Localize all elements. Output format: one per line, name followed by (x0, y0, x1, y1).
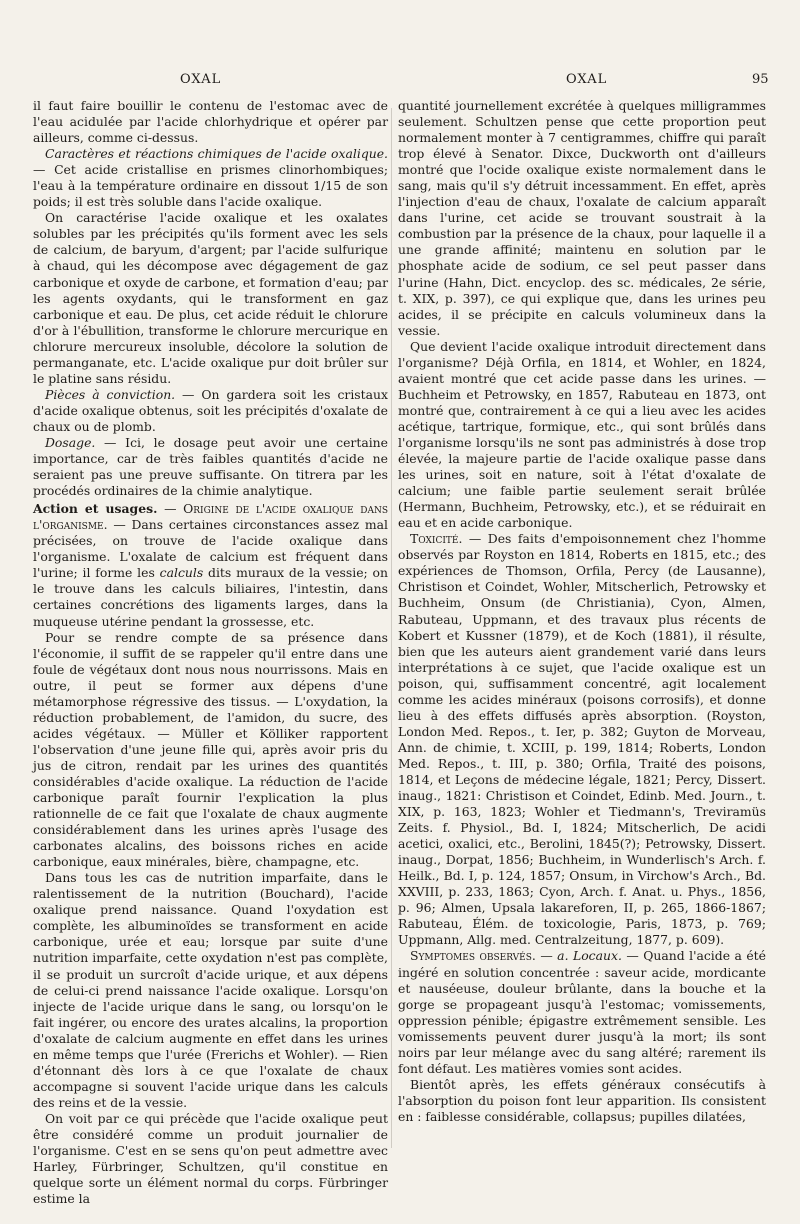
paragraph: On voit par ce qui précède que l'acide oxalique peut être considéré comme un produit journalier de l'organisme. C'est en se sens qu'on peut admettre avec Harley, Fürbringer, Schultzen, qu'il constitue en quelque sorte un élément normal du corps. Fürbringer estime la (33, 1110, 388, 1207)
paragraph-text: — Dans certaines circonstances assez mal précisées, on trouve de l'acide oxalique dans l'organisme. L'oxalate de calcium est fréquent dans l'urine; il forme les (33, 517, 388, 581)
section-heading: Dosage. (45, 434, 96, 450)
paragraph: il faut faire bouillir le contenu de l'estomac avec de l'eau acidulée par l'acide chlorhydrique et opérer par ailleurs, comme ci-dessus. (33, 98, 388, 146)
left-column (33, 98, 388, 1207)
paragraph (398, 531, 766, 948)
section-heading: Caractères et réactions chimiques de l'acide oxalique. (45, 146, 388, 162)
emphasis: calculs (159, 565, 204, 581)
references: (Royston, London Med. Repos., t. Ier, p. 382; Guyton de Morveau, Ann. de chimie, t. XCIII, p. 199, 1814; Roberts, London Med. Repos., t. III, p. 380; Orfila, Traité des poisons, 1814, et Leçons de médecine légale, 1821; Percy, Dissert. inaug., 1821: Christison et Coindet, Edinb. Med. Journ., t. XIX, p. 163, 1823; Wohler et Tiedmann's, Treviramüs Zeits. f. Physiol., Bd. I, 1824; Mitscherlich, De acidi acetici, oxalici, etc., Berolini, 1845(?); Petrowsky, Dissert. inaug., Dorpat, 1856; Buchheim, in Wunderlisch's Arch. f. Heilk., Bd. I, p. 124, 1857; Onsum, in Virchow's Arch., Bd. XXVIII, p. 233, 1863; Cyon, Arch. f. Anat. u. Phys., 1856, p. 96; Almen, Upsala lakareforen, II, p. 265, 1866-1867; Rabuteau, Élém. de toxicologie, Paris, 1873, p. 769; Uppmann, Allg. med. Centralzeitung, 1877, p. 609). (398, 707, 766, 948)
paragraph (398, 948, 766, 1076)
column-divider (391, 108, 392, 1148)
paragraph (33, 435, 388, 499)
paragraph (33, 501, 388, 629)
running-head-right: OXAL (566, 72, 608, 87)
paragraph (33, 146, 388, 210)
paragraph: Pour se rendre compte de sa présence dans l'économie, il suffit de se rappeler qu'il entre dans une foule de végétaux dont nous nous nourrissons. Mais en outre, il peut se former aux dépens d'une métamorphose régressive des tissus. — L'oxydation, la réduction probablement, de l'amidon, du sucre, des acides végétaux. — Müller et Kölliker rapportent l'observation d'une jeune fille qui, après avoir pris du jus de citron, rendait par les urines des quantités considérables d'acide oxalique. La réduction de l'acide carbonique paraît fournir l'explication la plus rationnelle de ce fait que l'oxalate de chaux augmente considérablement dans les urines après l'usage des carbonates alcalins, des boissons riches en acide carbonique, eaux minérales, bière, champagne, etc. (33, 629, 388, 870)
paragraph-text: — On gardera soit les cristaux d'acide oxalique obtenus, soit les précipités d'oxalate de chaux ou de plomb. (33, 386, 388, 434)
paragraph-text: — Cet acide cristallise en prismes clinorhombiques; l'eau à la température ordinaire en dissout 1/15 de son poids; il est très soluble dans l'acide oxalique. (33, 162, 388, 210)
right-column (398, 98, 766, 1125)
section-heading: Pièces à conviction. (45, 386, 176, 402)
section-subheading: — a. Locaux. (535, 948, 622, 964)
paragraph-text: — Ici, le dosage peut avoir une certaine importance, car de très faibles quantités d'acide ne seraient pas une preuve suffisante. On titrera par les procédés ordinaires de la chimie analytique. (33, 434, 388, 499)
paragraph: Bientôt après, les effets généraux consécutifs à l'absorption du poison font leur apparition. Ils consistent en : faiblesse considérable, collapsus; pupilles dilatées, (398, 1076, 766, 1124)
paragraph-text: — Quand l'acide a été ingéré en solution concentrée : saveur acide, mordicante et nauséeuse, douleur brûlante, dans la bouche et la gorge se propageant jusqu'à l'estomac; vomissements, oppression pénible; épigastre extrêmement sensible. Les vomissements peuvent durer jusqu'à la mort; ils sont noirs par leur mélange avec du sang altéré; rarement ils font défaut. Les matières vomies sont acides. (398, 948, 766, 1076)
paragraph: Que devient l'acide oxalique introduit directement dans l'organisme? Déjà Orfila, en 1814, et Wohler, en 1824, avaient montré que cet acide passe dans les urines. — Buchheim et Petrowsky, en 1857, Rabuteau en 1873, ont montré que, contrairement à ce qui a lieu avec les acides acétique, tartrique, formique, etc., qui sont brûlés dans l'organisme lorsqu'ils ne sont pas administrés à dose trop élevée, la majeure partie de l'acide oxalique passe dans les urines, soit en nature, soit à l'état d'oxalate de calcium; une faible partie seulement serait brûlée (Hermann, Buchheim, Petrowsky, etc.), et se réduirait en eau et en acide carbonique. (398, 338, 766, 531)
running-head-left: OXAL (180, 72, 222, 87)
section-heading: Toxicité. (410, 531, 463, 547)
page-number: 95 (752, 72, 769, 87)
paragraph: Dans tous les cas de nutrition imparfaite, dans le ralentissement de la nutrition (Bouchard), l'acide oxalique prend naissance. Quand l'oxydation est complète, les albuminoïdes se transforment en acide carbonique, urée et eau; lorsque par suite d'une nutrition imparfaite, cette oxydation n'est pas complète, il se produit un surcroît d'acide urique, et aux dépens de celui-ci prend naissance l'acide oxalique. Lorsqu'on injecte de l'acide urique dans le sang, ou lorsqu'on le fait ingérer, ou encore des urates alcalins, la proportion d'oxalate de calcium augmente en effet dans les urines en même temps que l'urée (Frerichs et Wohler). — Rien d'étonnant dès lors à ce que l'oxalate de chaux accompagne si souvent l'acide urique dans les calculs des reins et de la vessie. (33, 870, 388, 1110)
paragraph-text: dits muraux de la vessie; on le trouve dans les calculs biliaires, l'intestin, dans certaines concrétions des ligaments larges, dans la muqueuse utérine pendant la grossesse, etc. (33, 565, 388, 629)
section-heading-bold: Action et usages. (33, 501, 158, 517)
section-subheading: — Origine de l'acide oxalique dans l'organisme. (33, 501, 388, 533)
section-heading: Symptomes observés. (410, 948, 536, 964)
paragraph: On caractérise l'acide oxalique et les oxalates solubles par les précipités qu'ils forment avec les sels de calcium, de baryum, d'argent; par l'acide sulfurique à chaud, qui les décompose avec dégagement de gaz carbonique et oxyde de carbone, et formation d'eau; par les agents oxydants, qui le transforment en gaz carbonique et eau. De plus, cet acide réduit le chlorure d'or à l'ébullition, transforme le chlorure mercurique en chlorure mercureux insoluble, décolore la solution de permanganate, etc. L'acide oxalique pur doit brûler sur le platine sans résidu. (33, 210, 388, 386)
paragraph (33, 387, 388, 435)
paragraph: quantité journellement excrétée à quelques milligrammes seulement. Schultzen pense que cette proportion peut normalement monter à 7 centigrammes, chiffre qui paraît trop élevé à Senator. Dixce, Duckworth ont d'ailleurs montré que l'ocide oxalique existe normalement dans le sang, mais qu'il s'y détruit incessamment. En effet, après l'injection d'eau de chaux, l'oxalate de calcium apparaît dans l'urine, cet acide se trouvant soustrait à la combustion par la présence de la chaux, pour laquelle il a une grande affinité; maintenu en solution par le phosphate acide de sodium, ce sel peut passer dans l'urine (Hahn, Dict. encyclop. des sc. médicales, 2e série, t. XIX, p. 397), ce qui explique que, dans les urines peu acides, il se précipite en calculs volumineux dans la vessie. (398, 98, 766, 338)
paragraph-text: — Des faits d'empoisonnement chez l'homme observés par Royston en 1814, Roberts en 1815, etc.; des expériences de Thomson, Orfila, Percy (de Lausanne), Christison et Coindet, Wohler, Mitscherlich, Petrowsky et Buchheim, Onsum (de Christiania), Cyon, Almen, Rabuteau, Uppmann, et des travaux plus récents de Kobert et Kussner (1879), et de Koch (1881), il résulte, bien que les auteurs aient grandement varié dans leurs interprétations à ce sujet, que l'acide oxalique est un poison, qui, suffisamment concentré, agit localement comme les acides minéraux (poisons corrosifs), et donne lieu à des effets diffusés après absorption. (398, 531, 766, 723)
